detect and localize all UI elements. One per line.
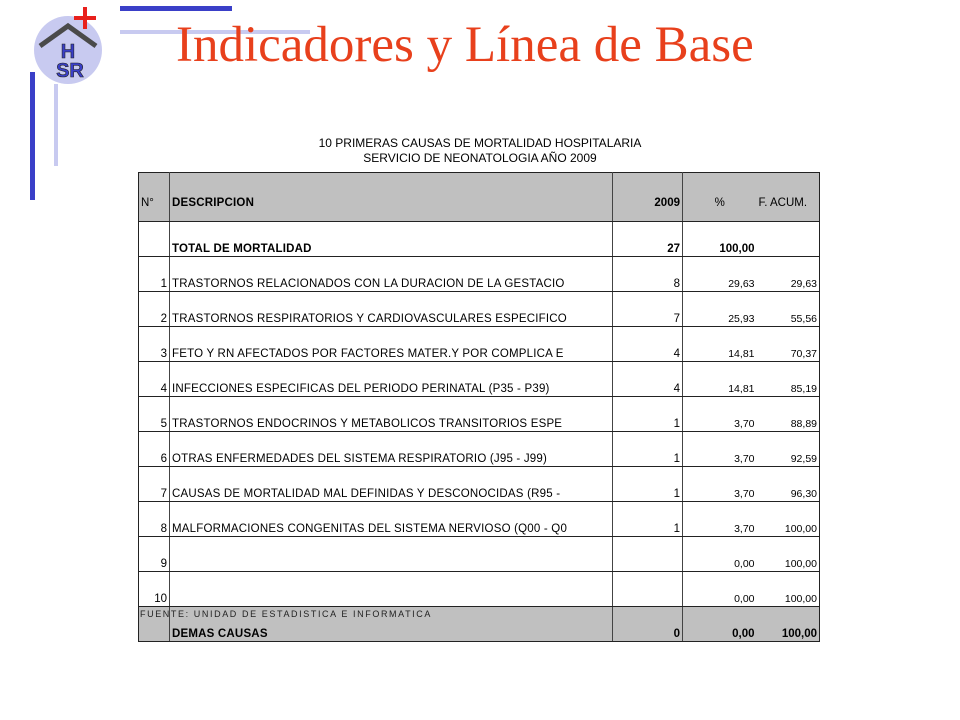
cell-acum: 100,00 [757, 572, 820, 607]
svg-text:H: H [60, 41, 76, 63]
table-row [139, 432, 820, 467]
cell-pct: 3,70 [683, 467, 757, 502]
header-percent: % [683, 173, 757, 222]
cell-pct: 25,93 [683, 292, 757, 327]
accent-bar-top [120, 6, 232, 11]
table-header-row [139, 173, 820, 222]
header-cumulative: F. ACUM. [757, 173, 820, 222]
total-year: 27 [613, 222, 683, 257]
cell-n: 6 [139, 432, 170, 467]
cell-desc: CAUSAS DE MORTALIDAD MAL DEFINIDAS Y DESCONOCIDAS (R95 - [170, 467, 613, 502]
cell-year [613, 537, 683, 572]
source-note: FUENTE: UNIDAD DE ESTADISTICA E INFORMATICA [140, 609, 432, 619]
cell-desc: TRASTORNOS ENDOCRINOS Y METABOLICOS TRANSITORIOS ESPE [170, 397, 613, 432]
cell-desc: OTRAS ENFERMEDADES DEL SISTEMA RESPIRATORIO (J95 - J99) [170, 432, 613, 467]
cell-desc: TRASTORNOS RELACIONADOS CON LA DURACION DE LA GESTACIO [170, 257, 613, 292]
cell-acum: 55,56 [757, 292, 820, 327]
cell-pct: 29,63 [683, 257, 757, 292]
table-row [139, 397, 820, 432]
cell-pct: 0,00 [683, 572, 757, 607]
cell-pct: 0,00 [683, 537, 757, 572]
cell-year: 8 [613, 257, 683, 292]
cell-acum: 96,30 [757, 467, 820, 502]
cell-acum: 88,89 [757, 397, 820, 432]
cell-acum: 70,37 [757, 327, 820, 362]
table-row [139, 362, 820, 397]
table-row [139, 327, 820, 362]
cell-n: 1 [139, 257, 170, 292]
cell-n: 8 [139, 502, 170, 537]
cell-pct: 3,70 [683, 432, 757, 467]
cell-year: 1 [613, 502, 683, 537]
cell-year: 1 [613, 397, 683, 432]
cell-n: 3 [139, 327, 170, 362]
mortality-table [138, 172, 820, 642]
table-title [140, 136, 820, 166]
cell-year [613, 572, 683, 607]
table-row [139, 502, 820, 537]
slide-title: Indicadores y Línea de Base [176, 17, 754, 73]
cell-n: 10 [139, 572, 170, 607]
cell-pct: 14,81 [683, 362, 757, 397]
cell-desc [170, 572, 613, 607]
cell-acum: 29,63 [757, 257, 820, 292]
table-title-line1: 10 PRIMERAS CAUSAS DE MORTALIDAD HOSPITALARIA [318, 136, 642, 150]
cell-year: 1 [613, 432, 683, 467]
total-description: TOTAL DE MORTALIDAD [170, 222, 613, 257]
cell-desc: FETO Y RN AFECTADOS POR FACTORES MATER.Y POR COMPLICA E [170, 327, 613, 362]
table-title-line2: SERVICIO DE NEONATOLOGIA AÑO 2009 [363, 151, 597, 165]
total-percent: 100,00 [683, 222, 757, 257]
cell-n: 4 [139, 362, 170, 397]
cell-pct: 3,70 [683, 397, 757, 432]
cell-year: 4 [613, 327, 683, 362]
svg-text:SR: SR [56, 60, 84, 82]
cell-desc: TRASTORNOS RESPIRATORIOS Y CARDIOVASCULARES ESPECIFICO [170, 292, 613, 327]
table-row [139, 292, 820, 327]
cell-acum: 100,00 [757, 537, 820, 572]
other-desc: DEMAS CAUSAS [170, 607, 613, 642]
table-row [139, 467, 820, 502]
light-bar-left [54, 84, 58, 166]
table-row [139, 572, 820, 607]
cell-desc: MALFORMACIONES CONGENITAS DEL SISTEMA NERVIOSO (Q00 - Q0 [170, 502, 613, 537]
header-description: DESCRIPCION [170, 173, 613, 222]
other-acum: 100,00 [757, 607, 820, 642]
cell-pct: 3,70 [683, 502, 757, 537]
accent-bar-left [30, 72, 35, 200]
cell-year: 1 [613, 467, 683, 502]
cell-acum: 85,19 [757, 362, 820, 397]
other-pct: 0,00 [683, 607, 757, 642]
table-row [139, 257, 820, 292]
cell-n: 5 [139, 397, 170, 432]
cell-acum: 100,00 [757, 502, 820, 537]
hospital-logo [28, 4, 112, 90]
header-number: N° [139, 173, 170, 222]
cell-acum: 92,59 [757, 432, 820, 467]
cell-n: 7 [139, 467, 170, 502]
cell-n: 9 [139, 537, 170, 572]
cell-pct: 14,81 [683, 327, 757, 362]
cell-desc [170, 537, 613, 572]
total-row [139, 222, 820, 257]
cell-desc: INFECCIONES ESPECIFICAS DEL PERIODO PERINATAL (P35 - P39) [170, 362, 613, 397]
header-year: 2009 [613, 173, 683, 222]
cell-year: 4 [613, 362, 683, 397]
table-row [139, 537, 820, 572]
cell-year: 7 [613, 292, 683, 327]
cell-n: 2 [139, 292, 170, 327]
other-year: 0 [613, 607, 683, 642]
